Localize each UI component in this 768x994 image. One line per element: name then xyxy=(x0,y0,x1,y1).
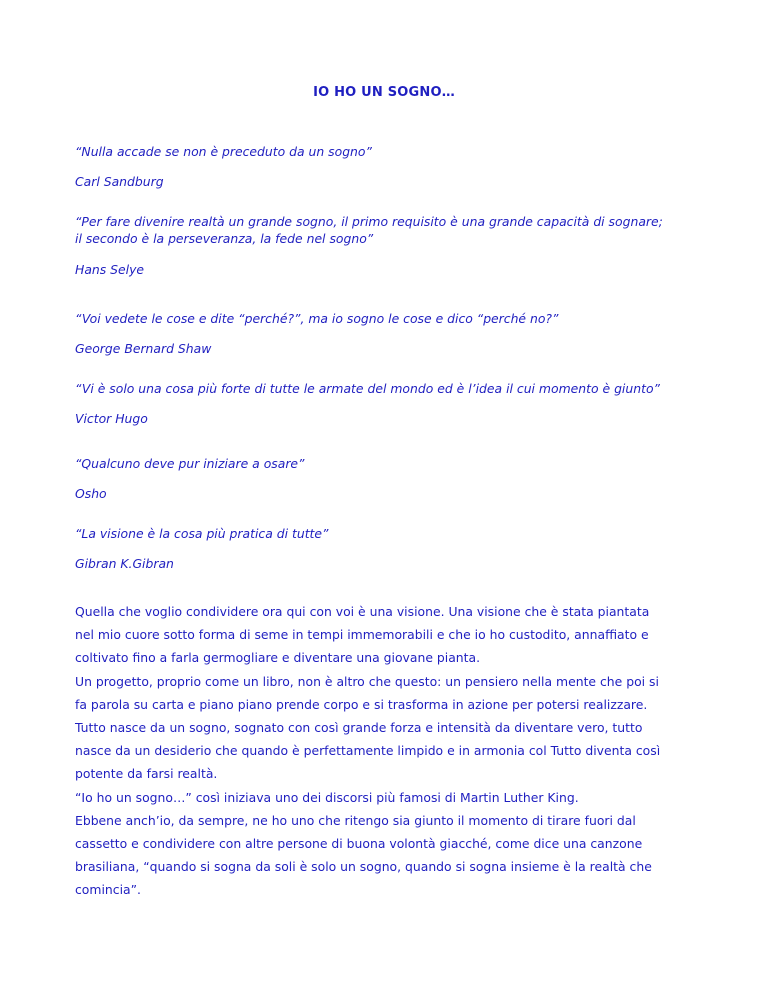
quote-author: Gibran K.Gibran xyxy=(75,556,174,571)
body-line: nasce da un desiderio che quando è perfettamente limpido e in armonia col Tutto diventa così xyxy=(75,743,661,759)
quote-block xyxy=(75,310,705,370)
quote-text: “Vi è solo una cosa più forte di tutte le armate del mondo ed è l’idea il cui momento è giunto” xyxy=(75,381,660,396)
body-line: potente da farsi realtà. xyxy=(75,766,218,782)
body-line: coltivato fino a farla germogliare e diventare una giovane pianta. xyxy=(75,650,481,666)
body-line: Tutto nasce da un sogno, sognato con così grande forza e intensità da diventare vero, tutto xyxy=(75,719,643,735)
body-line: brasiliana, “quando si sogna da soli è solo un sogno, quando si sogna insieme è la realtà che xyxy=(75,859,652,875)
quote-author: Carl Sandburg xyxy=(75,174,164,189)
quote-text: “Nulla accade se non è preceduto da un sogno” xyxy=(75,144,372,159)
body-paragraph xyxy=(75,600,705,901)
quote-author: Osho xyxy=(75,486,107,501)
quote-text: “Per fare divenire realtà un grande sogno, il primo requisito è una grande capacità di sognare; xyxy=(75,214,663,229)
body-line: Un progetto, proprio come un libro, non è altro che questo: un pensiero nella mente che poi si xyxy=(75,673,659,689)
body-line: Ebbene anch’io, da sempre, ne ho uno che ritengo sia giunto il momento di tirare fuori dal xyxy=(75,812,636,828)
quote-author: George Bernard Shaw xyxy=(75,341,212,356)
body-line: Quella che voglio condividere ora qui con voi è una visione. Una visione che è stata piantata xyxy=(75,604,650,619)
body-line: “Io ho un sogno…” così iniziava uno dei discorsi più famosi di Martin Luther King. xyxy=(75,789,579,805)
quote-text: “La visione è la cosa più pratica di tutte” xyxy=(75,526,329,541)
body-line: fa parola su carta e piano piano prende corpo e si trasforma in azione per potersi realizzare. xyxy=(75,696,648,712)
quote-text: il secondo è la perseveranza, la fede nel sogno” xyxy=(75,231,374,246)
quote-author: Victor Hugo xyxy=(75,411,148,426)
quote-text: “Qualcuno deve pur iniziare a osare” xyxy=(75,456,305,471)
body-line: cassetto e condividere con altre persone di buona volontà giacché, come dice una canzone xyxy=(75,835,643,851)
page-title: IO HO UN SOGNO… xyxy=(313,85,455,100)
quote-block xyxy=(75,455,705,515)
quote-block xyxy=(75,380,705,440)
quote-text: “Voi vedete le cose e dite “perché?”, ma io sogno le cose e dico “perché no?” xyxy=(75,311,559,326)
quote-block xyxy=(75,213,705,293)
body-line: comincia”. xyxy=(75,882,141,898)
body-line: nel mio cuore sotto forma di seme in tempi immemorabili e che io ho custodito, annaffiato e xyxy=(75,627,649,643)
quote-block xyxy=(75,143,705,203)
quote-block xyxy=(75,525,705,585)
quote-author: Hans Selye xyxy=(75,262,145,277)
